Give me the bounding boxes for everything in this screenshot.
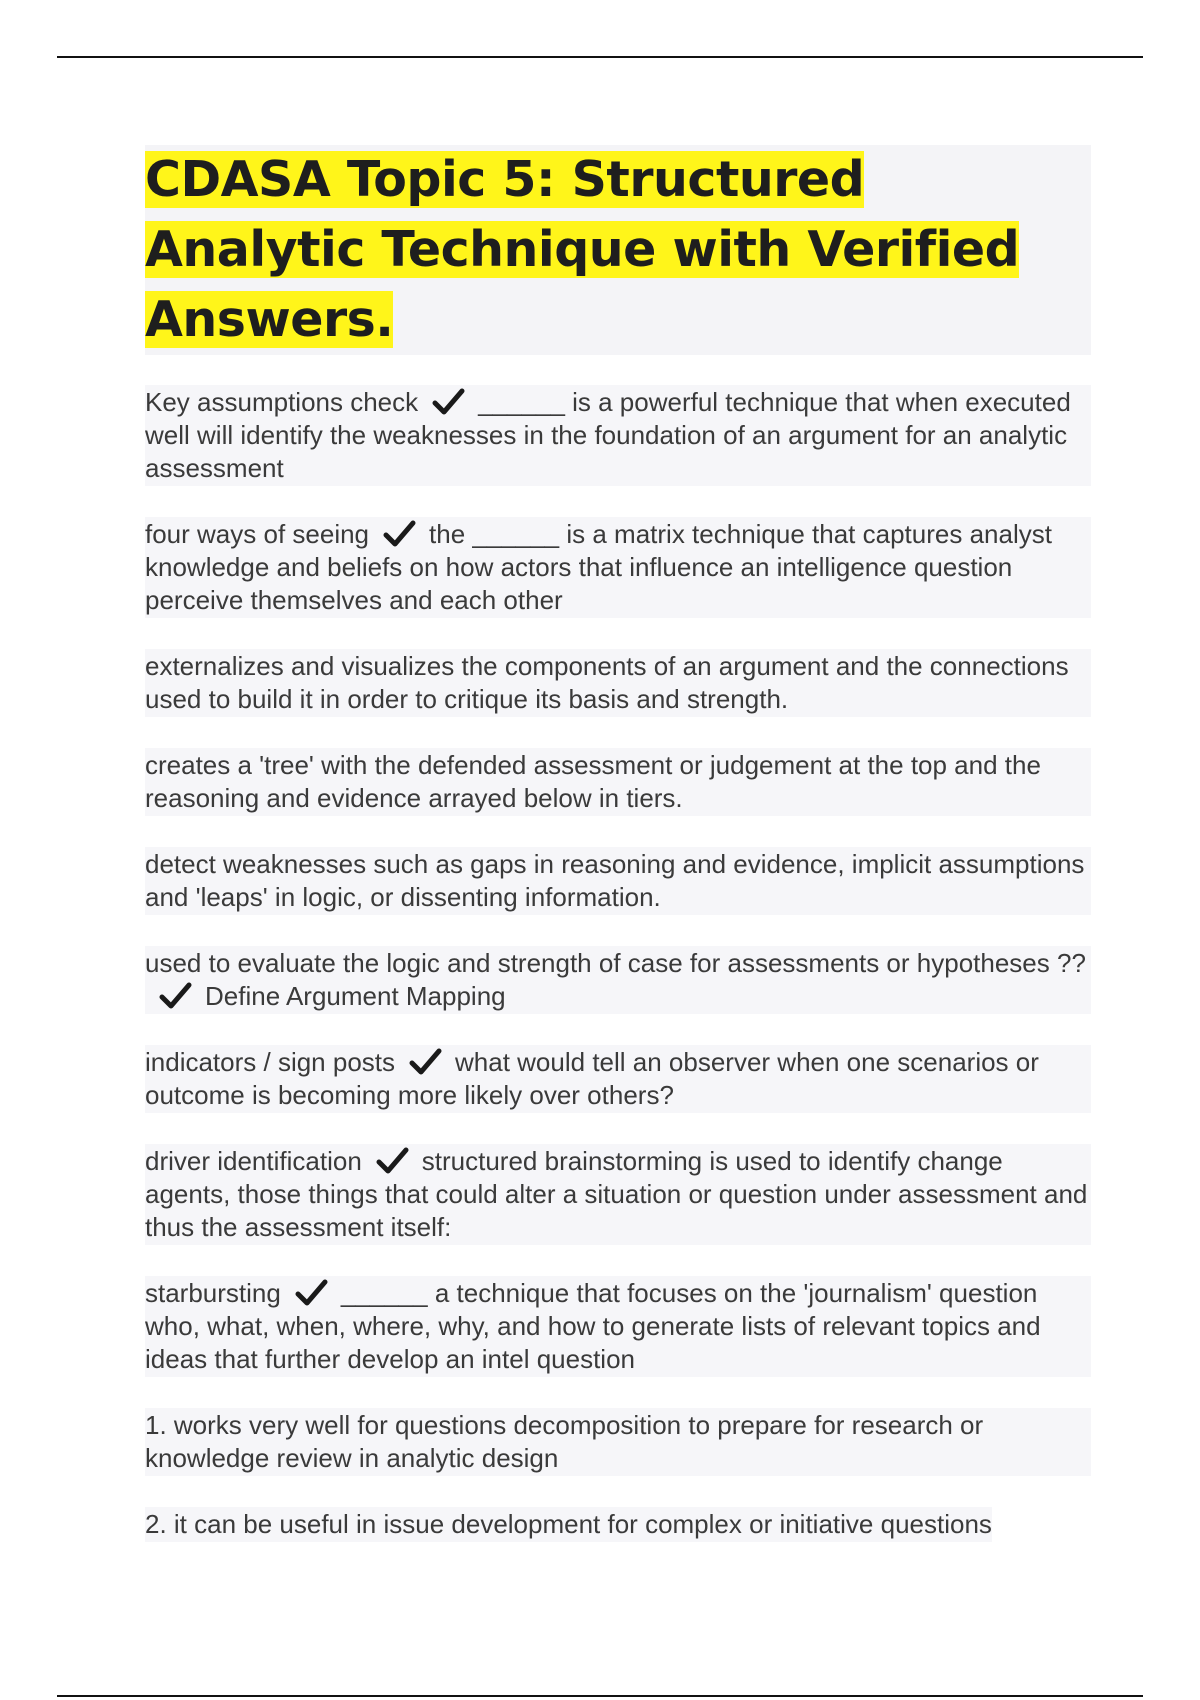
qa-entry <box>145 847 1091 915</box>
qa-entry <box>145 748 1091 816</box>
qa-entry <box>145 1507 992 1542</box>
checkmark-icon <box>383 519 417 549</box>
qa-list <box>145 385 1091 1542</box>
entry-term: starbursting <box>145 1278 281 1308</box>
checkmark-icon <box>159 981 193 1011</box>
entry-term: used to evaluate the logic and strength of case for assessments or hypotheses ?? <box>145 948 1086 978</box>
document-body <box>145 145 1091 1573</box>
title-block <box>145 145 1091 355</box>
qa-entry <box>145 1276 1091 1377</box>
qa-entry <box>145 946 1091 1014</box>
qa-entry <box>145 1045 1091 1113</box>
entry-text: detect weaknesses such as gaps in reasoning and evidence, implicit assumptions and 'leaps' in logic, or dissenting information. <box>145 849 1085 912</box>
document-title <box>145 145 1091 355</box>
entry-text: ______ a technique that focuses on the 'journalism' question who, what, when, where, why, and how to generate lists of relevant topics and ideas that further develop an intel question <box>145 1278 1041 1374</box>
checkmark-icon <box>409 1047 443 1077</box>
qa-entry <box>145 1408 1091 1476</box>
entry-text: 1. works very well for questions decomposition to prepare for research or knowledge review in analytic design <box>145 1410 984 1473</box>
entry-term: four ways of seeing <box>145 519 370 549</box>
qa-entry <box>145 649 1091 717</box>
footer-rule <box>57 1695 1143 1697</box>
entry-text: externalizes and visualizes the components of an argument and the connections used to build it in order to critique its basis and strength. <box>145 651 1069 714</box>
title-highlight: CDASA Topic 5: Structured Analytic Technique with Verified Answers. <box>145 151 1020 348</box>
entry-text: ______ is a powerful technique that when executed well will identify the weaknesses in the foundation of an argument for an analytic assessment <box>145 387 1071 483</box>
checkmark-icon <box>376 1146 410 1176</box>
qa-entry <box>145 385 1091 486</box>
entry-text: 2. it can be useful in issue development for complex or initiative questions <box>145 1509 992 1539</box>
qa-entry <box>145 517 1091 618</box>
entry-text: the ______ is a matrix technique that captures analyst knowledge and beliefs on how actors that influence an intelligence question perceive themselves and each other <box>145 519 1052 615</box>
entry-text: structured brainstorming is used to identify change agents, those things that could alter a situation or question under assessment and thus the assessment itself: <box>145 1146 1088 1242</box>
entry-term: indicators / sign posts <box>145 1047 396 1077</box>
entry-text: creates a 'tree' with the defended assessment or judgement at the top and the reasoning and evidence arrayed below in tiers. <box>145 750 1041 813</box>
entry-term: driver identification <box>145 1146 362 1176</box>
header-rule <box>57 56 1143 58</box>
entry-text: what would tell an observer when one scenarios or outcome is becoming more likely over others? <box>145 1047 1039 1110</box>
qa-entry <box>145 1144 1091 1245</box>
checkmark-icon <box>295 1278 329 1308</box>
checkmark-icon <box>432 387 466 417</box>
entry-text: Define Argument Mapping <box>205 981 506 1011</box>
entry-term: Key assumptions check <box>145 387 419 417</box>
